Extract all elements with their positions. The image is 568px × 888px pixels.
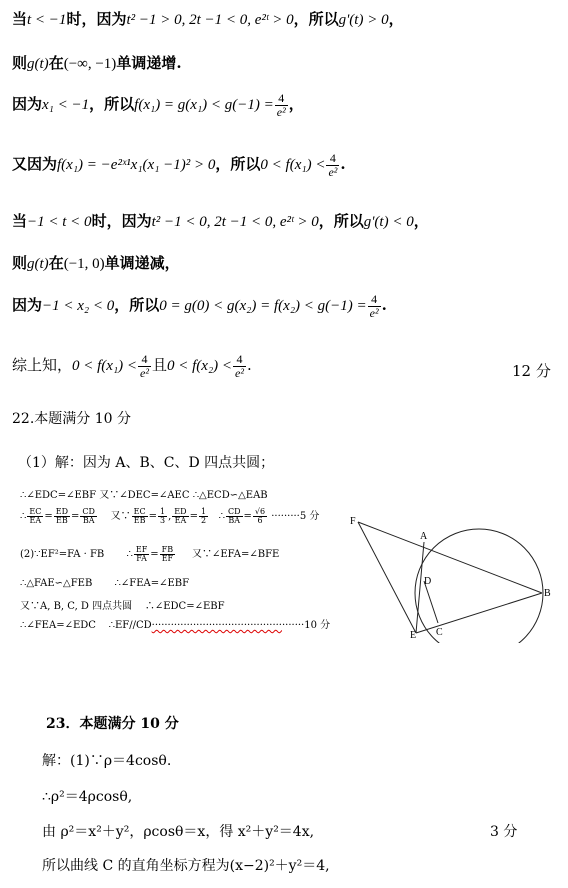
text: 又因为 bbox=[12, 155, 58, 174]
label-a: A bbox=[420, 531, 428, 542]
fraction bbox=[199, 508, 208, 526]
fraction bbox=[275, 92, 288, 118]
line-8 bbox=[12, 353, 252, 379]
fraction bbox=[172, 508, 188, 526]
text: ∴ bbox=[209, 511, 225, 522]
q22-s6 bbox=[20, 616, 330, 631]
numerator: 4 bbox=[138, 353, 151, 367]
fraction bbox=[54, 508, 70, 526]
line-5 bbox=[12, 210, 429, 231]
text: ∴ bbox=[20, 511, 27, 522]
text: 单调递增. bbox=[116, 54, 182, 72]
text: 则 bbox=[12, 254, 28, 272]
q23-p1: 解：(1)∵ρ＝4cosθ. bbox=[42, 753, 172, 769]
text: = bbox=[44, 511, 53, 522]
text: 又∵∠EFA=∠BFE bbox=[176, 549, 280, 560]
math: f(x₁) = −e²ˣ¹x₁(x₁ −1)² > 0 bbox=[57, 157, 216, 174]
fraction bbox=[233, 353, 246, 379]
q22-s1: ∴∠EDC=∠EBF 又∵∠DEC=∠AEC ∴△ECD∽△EAB bbox=[20, 490, 268, 501]
q22-s3 bbox=[20, 545, 279, 563]
text: 因为 bbox=[12, 296, 43, 315]
text: 且 bbox=[151, 356, 167, 375]
fraction bbox=[132, 508, 148, 526]
math: (−∞, −1) bbox=[63, 56, 117, 72]
denominator: BA bbox=[228, 516, 241, 525]
denominator: EA bbox=[174, 516, 187, 525]
text: 单调递减， bbox=[104, 254, 180, 272]
line-2 bbox=[12, 52, 182, 73]
denominator: 3 bbox=[160, 516, 166, 525]
math: 0 < f(x₁) < bbox=[72, 358, 138, 375]
q23-p2: ∴ρ²＝4ρcosθ, bbox=[42, 789, 133, 805]
denominator: 6 bbox=[257, 516, 263, 525]
text: 又∵ bbox=[97, 511, 131, 522]
math: t² −1 < 0, 2t −1 < 0, e²ᵗ > 0 bbox=[151, 214, 319, 230]
math: t² −1 > 0, 2t −1 < 0, e²ᵗ > 0 bbox=[126, 12, 294, 28]
line-3 bbox=[12, 92, 304, 118]
q22-s4: ∴△FAE∽△FEB ∴∠FEA=∠EBF bbox=[20, 578, 190, 589]
text: = bbox=[189, 511, 198, 522]
text: ，所以 bbox=[215, 155, 261, 174]
text: 因为 bbox=[12, 95, 43, 114]
numerator: EC bbox=[133, 506, 146, 516]
math: (−1, 0) bbox=[63, 256, 105, 272]
label-f: F bbox=[350, 516, 356, 527]
text: = bbox=[243, 511, 252, 522]
denominator: EB bbox=[133, 516, 146, 525]
denominator: e² bbox=[140, 365, 149, 380]
numerator: 4 bbox=[326, 152, 339, 166]
text: 当 bbox=[12, 10, 28, 28]
q23-p3: 由 ρ²＝x²＋y²，ρcosθ＝x，得 x²＋y²＝4x, bbox=[42, 824, 315, 840]
fraction bbox=[158, 508, 167, 526]
math: g(t) bbox=[27, 56, 49, 72]
text: (2)∵EF²=FA · FB ∴ bbox=[20, 549, 133, 560]
text: . bbox=[246, 356, 252, 375]
numerator: 1 bbox=[160, 506, 166, 516]
q23-p4: 所以曲线 C 的直角坐标方程为(x−2)²＋y²＝4, bbox=[42, 858, 330, 874]
q22-s5: 又∵A, B, C, D 四点共圆 ∴∠EDC=∠EBF bbox=[20, 601, 225, 612]
text: ， bbox=[388, 10, 404, 28]
text: 在 bbox=[48, 54, 64, 72]
line-6 bbox=[12, 252, 180, 273]
line-4 bbox=[12, 152, 346, 178]
text: = bbox=[148, 511, 158, 522]
fraction bbox=[27, 508, 43, 526]
text: 在 bbox=[48, 254, 64, 272]
denominator: EF bbox=[161, 554, 174, 563]
denominator: EA bbox=[29, 516, 42, 525]
fraction bbox=[226, 508, 243, 526]
numerator: 1 bbox=[200, 506, 207, 516]
geometry-diagram bbox=[346, 498, 561, 643]
text: , bbox=[168, 511, 172, 522]
numerator: 4 bbox=[233, 353, 246, 367]
text: . bbox=[340, 155, 346, 174]
dotted-leader: ········································· bbox=[151, 620, 282, 631]
text: ，所以 bbox=[89, 95, 135, 114]
q22-heading: 22.本题满分 10 分 bbox=[12, 411, 131, 427]
fraction bbox=[160, 546, 175, 564]
denominator: 2 bbox=[200, 516, 207, 525]
text: = bbox=[150, 549, 159, 560]
denominator: e² bbox=[235, 365, 244, 380]
line-7 bbox=[12, 293, 387, 319]
text: 综上知， bbox=[12, 356, 73, 375]
numerator: ED bbox=[174, 506, 187, 516]
q22-s2 bbox=[20, 507, 319, 525]
text: . bbox=[381, 296, 387, 315]
denominator: e² bbox=[328, 164, 338, 179]
math: 0 < f(x₂) < bbox=[167, 358, 233, 375]
text: ·······10 分 bbox=[281, 620, 331, 631]
math: 0 = g(0) < g(x₂) = f(x₂) < g(−1) = bbox=[159, 298, 367, 315]
numerator: FB bbox=[161, 544, 174, 554]
text: ，所以 bbox=[293, 10, 339, 28]
denominator: e² bbox=[369, 305, 379, 320]
math: −1 < x₂ < 0 bbox=[42, 298, 115, 315]
label-b: B bbox=[544, 588, 551, 599]
numerator: 4 bbox=[275, 92, 288, 106]
math: f(x₁) = g(x₁) < g(−1) = bbox=[134, 97, 274, 114]
fraction bbox=[326, 152, 339, 178]
math: g(t) bbox=[27, 256, 49, 272]
text: ， bbox=[288, 95, 304, 114]
text: = bbox=[71, 511, 80, 522]
fraction bbox=[368, 293, 381, 319]
fraction bbox=[134, 546, 149, 564]
numerator: √6 bbox=[254, 506, 266, 516]
numerator: ED bbox=[55, 506, 68, 516]
denominator: EB bbox=[56, 516, 68, 525]
denominator: FA bbox=[136, 554, 147, 563]
label-e: E bbox=[410, 630, 417, 641]
text: ， bbox=[413, 212, 429, 230]
numerator: EF bbox=[135, 544, 148, 554]
denominator: BA bbox=[82, 516, 95, 525]
denominator: e² bbox=[276, 104, 286, 119]
numerator: EC bbox=[29, 506, 42, 516]
numerator: 4 bbox=[368, 293, 381, 307]
text: ，所以 bbox=[114, 296, 160, 315]
score-12: 12 分 bbox=[512, 362, 551, 380]
q23-heading: 23．本题满分 10 分 bbox=[46, 716, 179, 732]
text: 当 bbox=[12, 212, 28, 230]
math: g'(t) < 0 bbox=[363, 214, 414, 230]
label-c: C bbox=[436, 627, 443, 638]
math: −1 < t < 0 bbox=[27, 214, 92, 230]
numerator: CD bbox=[227, 506, 241, 516]
text: 时，因为 bbox=[66, 10, 127, 28]
text: 时，因为 bbox=[91, 212, 152, 230]
text: ∴∠FEA=∠EDC ∴EF//CD bbox=[20, 620, 152, 631]
line-fb bbox=[358, 522, 542, 593]
q22-p1: （1）解：因为 A、B、C、D 四点共圆； bbox=[18, 455, 275, 471]
math: 0 < f(x₁) < bbox=[260, 157, 326, 174]
line-dc bbox=[424, 581, 438, 623]
fraction bbox=[138, 353, 151, 379]
numerator: CD bbox=[82, 506, 95, 516]
label-d: D bbox=[424, 576, 432, 587]
score-3: 3 分 bbox=[490, 824, 518, 840]
text: 则 bbox=[12, 54, 28, 72]
text: ·········5 分 bbox=[268, 511, 320, 522]
math: t < −1 bbox=[27, 12, 67, 28]
line-ea bbox=[416, 542, 424, 633]
fraction bbox=[253, 508, 267, 526]
fraction bbox=[80, 508, 97, 526]
text: ，所以 bbox=[318, 212, 364, 230]
math: g'(t) > 0 bbox=[338, 12, 389, 28]
math: x₁ < −1 bbox=[42, 97, 90, 114]
line-1 bbox=[12, 8, 404, 29]
line-fe bbox=[358, 522, 416, 633]
